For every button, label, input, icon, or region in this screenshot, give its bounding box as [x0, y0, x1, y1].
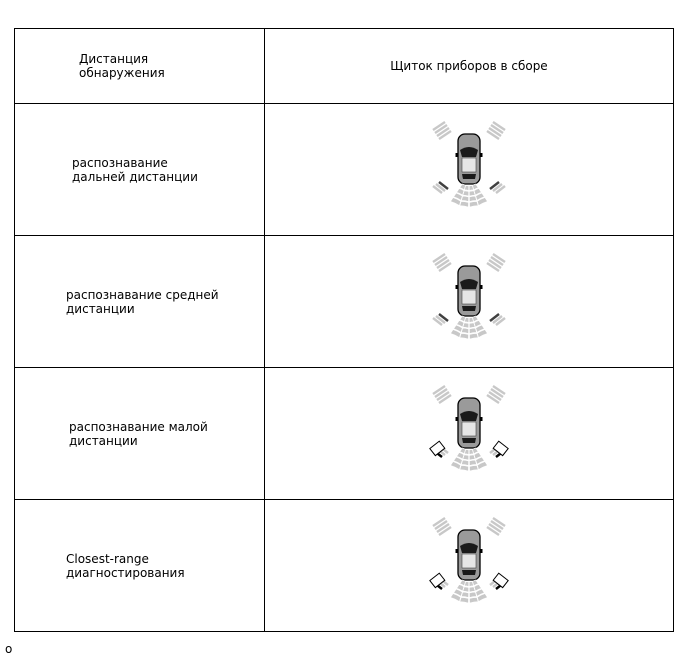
car-left-mirror: [456, 153, 459, 157]
car-roof: [462, 158, 476, 172]
sensor-segment: [470, 333, 479, 339]
footer-code: o: [5, 642, 13, 656]
detection-table: [14, 28, 674, 632]
sensor-segment: [463, 586, 469, 591]
sensor-segment: [463, 190, 469, 195]
car-icon: [456, 134, 483, 184]
rear-sensor-arc: [451, 183, 488, 206]
sensor-segment: [460, 201, 469, 207]
row-label: Closest-range диагностирования: [66, 551, 185, 580]
sensor-segment: [460, 597, 469, 603]
front-left-sensor: [433, 386, 451, 403]
car-roof: [462, 422, 476, 436]
car-right-mirror: [480, 285, 483, 289]
car-icon: [456, 530, 483, 580]
parking-sensor-display: [429, 120, 509, 220]
car-right-mirror: [480, 153, 483, 157]
rear-left-sensor: [433, 314, 448, 325]
sensor-segment: [469, 592, 476, 597]
table-row: [15, 236, 674, 368]
sensor-segment: [470, 465, 479, 471]
car-icon: [456, 398, 483, 448]
car-windshield: [460, 279, 478, 289]
sensor-segment: [469, 328, 476, 333]
car-windshield: [460, 147, 478, 157]
rear-left-sensor: [433, 182, 448, 193]
rear-left-sensor: [430, 441, 448, 457]
front-left-sensor: [433, 122, 451, 139]
rear-sensor-arc: [451, 447, 488, 470]
sensor-segment: [463, 454, 469, 459]
sensor-segment: [460, 333, 469, 339]
header-cluster: [265, 29, 674, 104]
front-right-sensor: [487, 122, 505, 139]
sensor-segment: [470, 201, 479, 207]
front-right-sensor: [487, 518, 505, 535]
car-left-mirror: [456, 549, 459, 553]
car-left-mirror: [456, 417, 459, 421]
parking-sensor-display: [429, 384, 509, 484]
sensor-segment: [461, 460, 468, 465]
table-row: [15, 104, 674, 236]
front-right-sensor: [487, 386, 505, 403]
rear-right-sensor: [490, 441, 508, 457]
car-roof: [462, 554, 476, 568]
row-label: распознавание средней дистанции: [66, 287, 219, 316]
parking-sensor-display: [429, 252, 509, 352]
parking-sensor-display: [429, 516, 509, 616]
sensor-segment: [461, 328, 468, 333]
rear-sensor-arc: [451, 315, 488, 338]
header-distance-label: Дистанция обнаружения: [79, 52, 165, 80]
car-left-mirror: [456, 285, 459, 289]
rear-sensor-arc: [451, 579, 488, 602]
sensor-segment: [469, 460, 476, 465]
car-icon: [456, 266, 483, 316]
car-rear-window: [462, 438, 476, 443]
row-label: распознавание малой дистанции: [69, 419, 208, 448]
front-left-sensor: [433, 254, 451, 271]
car-rear-window: [462, 174, 476, 179]
car-rear-window: [462, 570, 476, 575]
car-right-mirror: [480, 417, 483, 421]
sensor-segment: [470, 597, 479, 603]
sensor-segment: [460, 465, 469, 471]
header-cluster-label: Щиток приборов в сборе: [390, 59, 548, 73]
rear-right-sensor: [490, 573, 508, 589]
header-distance: [15, 29, 265, 104]
car-right-mirror: [480, 549, 483, 553]
sensor-segment: [469, 196, 476, 201]
table-row: [15, 500, 674, 632]
sensor-segment: [463, 322, 469, 327]
rear-left-sensor: [430, 573, 448, 589]
car-windshield: [460, 411, 478, 421]
front-left-sensor: [433, 518, 451, 535]
rear-right-sensor: [490, 182, 505, 193]
table-row: [15, 368, 674, 500]
row-label: распознавание дальней дистанции: [72, 155, 198, 184]
front-right-sensor: [487, 254, 505, 271]
table-header-row: [15, 29, 674, 104]
rear-right-sensor: [490, 314, 505, 325]
car-roof: [462, 290, 476, 304]
sensor-segment: [461, 592, 468, 597]
car-rear-window: [462, 306, 476, 311]
car-windshield: [460, 543, 478, 553]
sensor-segment: [461, 196, 468, 201]
